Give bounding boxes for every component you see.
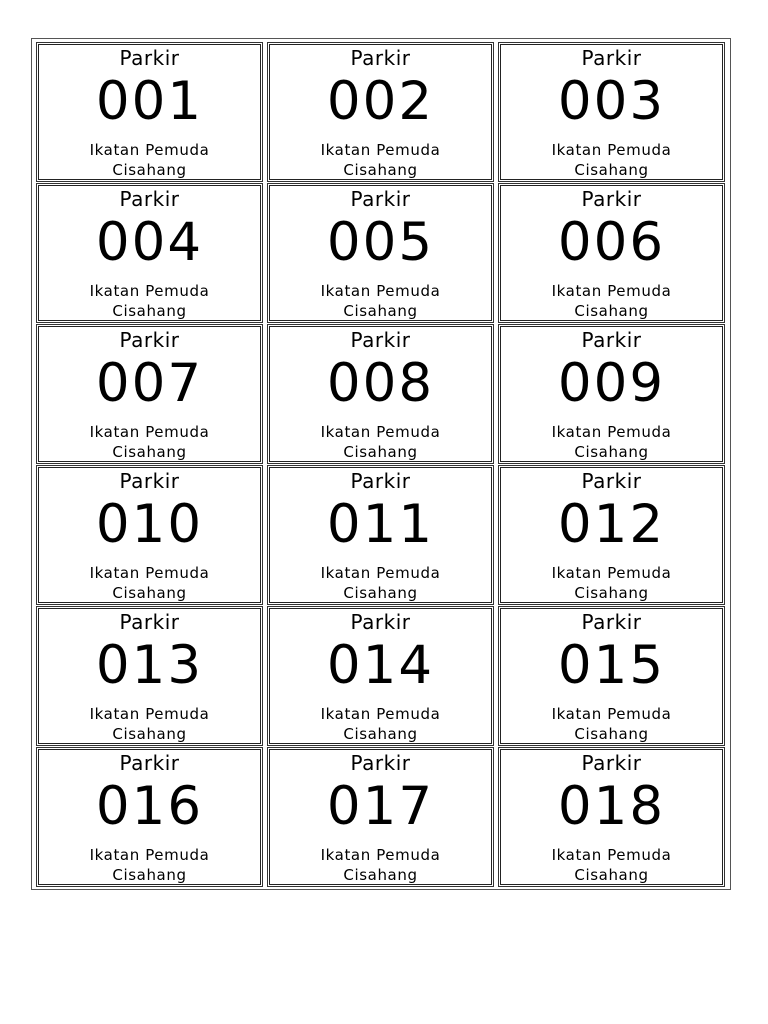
ticket-label: Parkir: [350, 751, 411, 775]
ticket-org-line2: Cisahang: [574, 443, 649, 461]
ticket-organization: [499, 845, 724, 885]
ticket-number: 006: [557, 212, 666, 273]
ticket-organization: [37, 422, 262, 462]
parking-ticket-013: [36, 606, 263, 746]
ticket-label: Parkir: [581, 46, 642, 70]
parking-ticket-002: [267, 42, 494, 182]
ticket-label: Parkir: [581, 610, 642, 634]
ticket-organization: [37, 140, 262, 180]
ticket-number: 018: [557, 776, 666, 837]
ticket-org-line1: Ikatan Pemuda: [551, 705, 672, 723]
ticket-organization: [268, 422, 493, 462]
ticket-label: Parkir: [119, 610, 180, 634]
ticket-organization: [268, 281, 493, 321]
ticket-org-line2: Cisahang: [112, 584, 187, 602]
parking-ticket-001: [36, 42, 263, 182]
ticket-org-line2: Cisahang: [112, 302, 187, 320]
ticket-number: 003: [557, 71, 666, 132]
ticket-number: 008: [326, 353, 435, 414]
ticket-org-line2: Cisahang: [343, 302, 418, 320]
ticket-label: Parkir: [119, 328, 180, 352]
ticket-org-line1: Ikatan Pemuda: [320, 141, 441, 159]
ticket-number: 005: [326, 212, 435, 273]
ticket-org-line2: Cisahang: [574, 161, 649, 179]
ticket-organization: [499, 422, 724, 462]
ticket-label: Parkir: [581, 751, 642, 775]
ticket-org-line1: Ikatan Pemuda: [551, 564, 672, 582]
ticket-label: Parkir: [350, 187, 411, 211]
ticket-organization: [268, 563, 493, 603]
ticket-organization: [37, 845, 262, 885]
ticket-org-line1: Ikatan Pemuda: [320, 423, 441, 441]
ticket-org-line1: Ikatan Pemuda: [551, 423, 672, 441]
ticket-organization: [37, 563, 262, 603]
ticket-label: Parkir: [119, 46, 180, 70]
ticket-organization: [499, 281, 724, 321]
ticket-label: Parkir: [350, 610, 411, 634]
parking-ticket-012: [498, 465, 725, 605]
ticket-org-line2: Cisahang: [574, 584, 649, 602]
ticket-number: 011: [326, 494, 435, 555]
ticket-org-line1: Ikatan Pemuda: [89, 846, 210, 864]
ticket-organization: [499, 563, 724, 603]
ticket-org-line2: Cisahang: [343, 443, 418, 461]
ticket-number: 001: [95, 71, 204, 132]
ticket-org-line1: Ikatan Pemuda: [89, 423, 210, 441]
ticket-number: 017: [326, 776, 435, 837]
parking-ticket-010: [36, 465, 263, 605]
ticket-org-line2: Cisahang: [343, 725, 418, 743]
ticket-label: Parkir: [350, 469, 411, 493]
ticket-org-line2: Cisahang: [112, 725, 187, 743]
ticket-org-line1: Ikatan Pemuda: [89, 141, 210, 159]
ticket-number: 012: [557, 494, 666, 555]
ticket-number: 015: [557, 635, 666, 696]
parking-ticket-011: [267, 465, 494, 605]
ticket-organization: [268, 140, 493, 180]
ticket-org-line1: Ikatan Pemuda: [89, 705, 210, 723]
ticket-grid: [36, 42, 725, 887]
parking-ticket-009: [498, 324, 725, 464]
ticket-org-line1: Ikatan Pemuda: [89, 564, 210, 582]
parking-ticket-005: [267, 183, 494, 323]
ticket-label: Parkir: [350, 46, 411, 70]
ticket-org-line2: Cisahang: [112, 443, 187, 461]
ticket-number: 009: [557, 353, 666, 414]
ticket-number: 004: [95, 212, 204, 273]
ticket-org-line1: Ikatan Pemuda: [89, 282, 210, 300]
ticket-number: 013: [95, 635, 204, 696]
ticket-organization: [268, 845, 493, 885]
parking-ticket-006: [498, 183, 725, 323]
parking-ticket-007: [36, 324, 263, 464]
ticket-sheet: [31, 38, 731, 890]
ticket-org-line2: Cisahang: [574, 725, 649, 743]
ticket-label: Parkir: [581, 469, 642, 493]
parking-ticket-003: [498, 42, 725, 182]
ticket-org-line2: Cisahang: [343, 866, 418, 884]
ticket-org-line1: Ikatan Pemuda: [551, 282, 672, 300]
ticket-label: Parkir: [119, 469, 180, 493]
ticket-org-line1: Ikatan Pemuda: [551, 846, 672, 864]
ticket-org-line2: Cisahang: [112, 866, 187, 884]
ticket-number: 016: [95, 776, 204, 837]
ticket-org-line1: Ikatan Pemuda: [551, 141, 672, 159]
parking-ticket-015: [498, 606, 725, 746]
ticket-org-line1: Ikatan Pemuda: [320, 282, 441, 300]
ticket-label: Parkir: [581, 187, 642, 211]
ticket-number: 002: [326, 71, 435, 132]
parking-ticket-008: [267, 324, 494, 464]
ticket-label: Parkir: [581, 328, 642, 352]
parking-ticket-004: [36, 183, 263, 323]
parking-ticket-017: [267, 747, 494, 887]
ticket-organization: [37, 281, 262, 321]
parking-ticket-018: [498, 747, 725, 887]
ticket-label: Parkir: [119, 187, 180, 211]
ticket-org-line1: Ikatan Pemuda: [320, 705, 441, 723]
ticket-organization: [499, 140, 724, 180]
ticket-org-line2: Cisahang: [574, 866, 649, 884]
ticket-organization: [37, 704, 262, 744]
ticket-number: 007: [95, 353, 204, 414]
ticket-org-line2: Cisahang: [574, 302, 649, 320]
ticket-label: Parkir: [119, 751, 180, 775]
parking-ticket-016: [36, 747, 263, 887]
ticket-org-line1: Ikatan Pemuda: [320, 564, 441, 582]
ticket-number: 010: [95, 494, 204, 555]
ticket-org-line1: Ikatan Pemuda: [320, 846, 441, 864]
ticket-number: 014: [326, 635, 435, 696]
ticket-org-line2: Cisahang: [343, 161, 418, 179]
ticket-label: Parkir: [350, 328, 411, 352]
ticket-organization: [268, 704, 493, 744]
ticket-org-line2: Cisahang: [112, 161, 187, 179]
ticket-organization: [499, 704, 724, 744]
ticket-org-line2: Cisahang: [343, 584, 418, 602]
parking-ticket-014: [267, 606, 494, 746]
